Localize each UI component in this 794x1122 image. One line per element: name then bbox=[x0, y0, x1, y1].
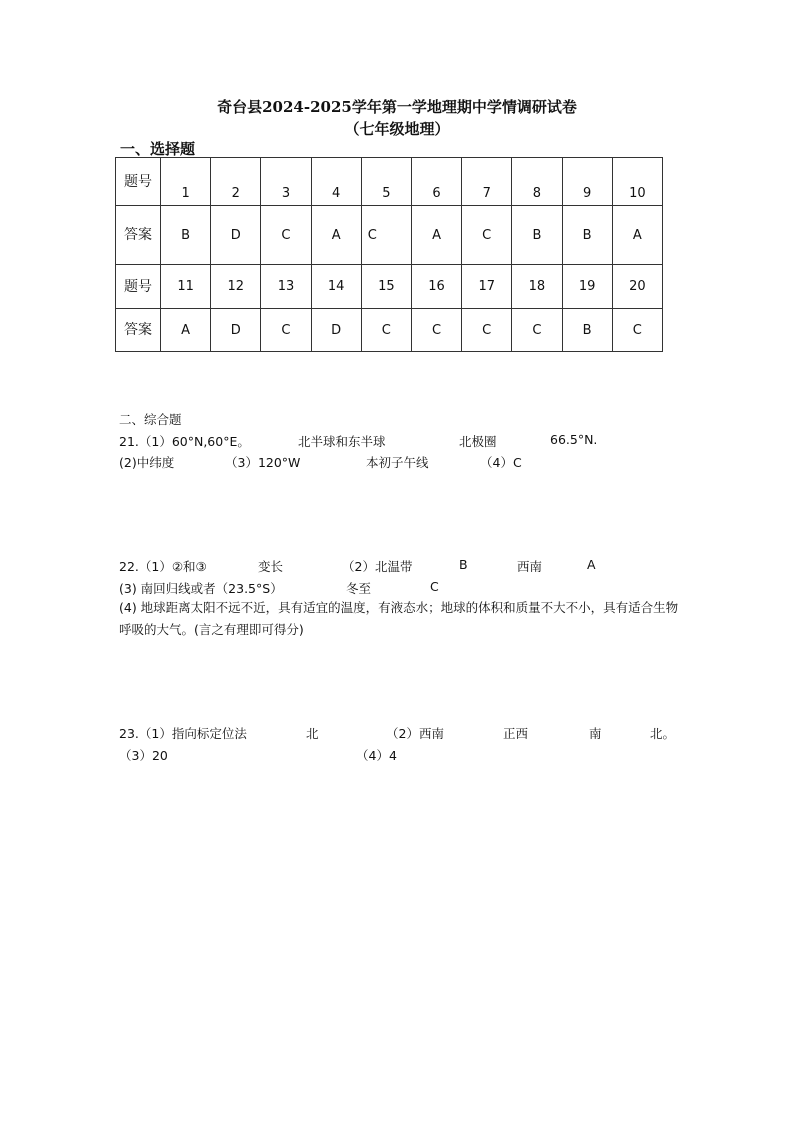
q22-answer: 冬至 bbox=[346, 581, 372, 596]
row-label-question: 题号 bbox=[116, 158, 161, 206]
q22-answer: (3) 南回归线或者（23.5°S） bbox=[119, 581, 283, 596]
answer-cell: A bbox=[612, 206, 662, 265]
q23-answer: 北。 bbox=[650, 726, 676, 741]
question-number: 3 bbox=[261, 158, 311, 206]
row-label-answer: 答案 bbox=[116, 309, 161, 352]
answer-cell: D bbox=[211, 206, 261, 265]
answer-cell: D bbox=[311, 309, 361, 352]
question-number: 19 bbox=[562, 265, 612, 309]
q23-answer: （3）20 bbox=[119, 748, 168, 763]
q21-answer: (2)中纬度 bbox=[119, 455, 175, 470]
question-number: 18 bbox=[512, 265, 562, 309]
question-number: 14 bbox=[311, 265, 361, 309]
q21-answer: 北极圈 bbox=[459, 434, 497, 449]
q23-answer: 南 bbox=[589, 726, 602, 741]
answer-cell: C bbox=[261, 206, 311, 265]
table-row bbox=[116, 309, 663, 352]
answer-cell: C bbox=[462, 206, 512, 265]
q21-answer: （3）120°W bbox=[225, 455, 301, 470]
section-heading-comprehensive: 二、综合题 bbox=[119, 412, 182, 427]
answer-cell: C bbox=[361, 206, 411, 265]
q21-answer: （4）C bbox=[480, 455, 522, 470]
answer-cell: B bbox=[512, 206, 562, 265]
answer-cell: A bbox=[311, 206, 361, 265]
question-number: 20 bbox=[612, 265, 662, 309]
q22-answer: A bbox=[587, 557, 596, 572]
question-number: 12 bbox=[211, 265, 261, 309]
q22-answer: （2）北温带 bbox=[342, 559, 413, 574]
q23-answer: （4）4 bbox=[356, 748, 397, 763]
question-number: 9 bbox=[562, 158, 612, 206]
question-number: 6 bbox=[411, 158, 461, 206]
answer-cell: C bbox=[612, 309, 662, 352]
q21-answer: 北半球和东半球 bbox=[298, 434, 386, 449]
row-label-question: 题号 bbox=[116, 265, 161, 309]
q22-answer: 22.（1）②和③ bbox=[119, 559, 207, 574]
q21-line1 bbox=[0, 432, 794, 450]
question-number: 4 bbox=[311, 158, 361, 206]
answer-cell: B bbox=[161, 206, 211, 265]
answer-cell: A bbox=[161, 309, 211, 352]
table-row bbox=[116, 158, 663, 206]
question-number: 2 bbox=[211, 158, 261, 206]
answer-cell: C bbox=[462, 309, 512, 352]
answer-table bbox=[115, 157, 663, 352]
question-number: 16 bbox=[411, 265, 461, 309]
answer-cell: C bbox=[512, 309, 562, 352]
q22-answer: C bbox=[430, 579, 439, 594]
question-number: 17 bbox=[462, 265, 512, 309]
answer-cell: B bbox=[562, 309, 612, 352]
q22-answer: B bbox=[459, 557, 468, 572]
q21-answer: 本初子午线 bbox=[366, 455, 429, 470]
question-number: 13 bbox=[261, 265, 311, 309]
section-heading-choice: 一、选择题 bbox=[120, 140, 196, 158]
q22-line1 bbox=[0, 557, 794, 575]
answer-cell: C bbox=[261, 309, 311, 352]
exam-title: 奇台县2024-2025学年第一学地理期中学情调研试卷 bbox=[217, 98, 577, 116]
question-number: 5 bbox=[361, 158, 411, 206]
question-number: 1 bbox=[161, 158, 211, 206]
answer-cell: C bbox=[361, 309, 411, 352]
q22-answer: 变长 bbox=[258, 559, 284, 574]
question-number: 11 bbox=[161, 265, 211, 309]
row-label-answer: 答案 bbox=[116, 206, 161, 265]
q23-line2 bbox=[0, 746, 794, 764]
exam-subtitle: （七年级地理） bbox=[344, 120, 450, 138]
question-number: 7 bbox=[462, 158, 512, 206]
answer-cell: C bbox=[411, 309, 461, 352]
q23-answer: 北 bbox=[306, 726, 319, 741]
q21-answer: 21.（1）60°N,60°E。 bbox=[119, 434, 250, 449]
q23-answer: 23.（1）指向标定位法 bbox=[119, 726, 247, 741]
q21-answer: 66.5°N. bbox=[550, 432, 598, 447]
table-row bbox=[116, 265, 663, 309]
table-row bbox=[116, 206, 663, 265]
q22-explanation: (4) 地球距离太阳不远不近，具有适宜的温度，有液态水；地球的体积和质量不大不小，具有适合生物呼吸的大气。(言之有理即可得分) bbox=[119, 600, 679, 637]
question-number: 15 bbox=[361, 265, 411, 309]
answer-cell: D bbox=[211, 309, 261, 352]
q22-line2 bbox=[0, 579, 794, 597]
q21-line2 bbox=[0, 453, 794, 471]
answer-cell: A bbox=[411, 206, 461, 265]
q23-line1 bbox=[0, 724, 794, 742]
question-number: 8 bbox=[512, 158, 562, 206]
q22-answer: 西南 bbox=[517, 559, 543, 574]
q23-answer: 正西 bbox=[503, 726, 529, 741]
question-number: 10 bbox=[612, 158, 662, 206]
q23-answer: （2）西南 bbox=[386, 726, 444, 741]
answer-cell: B bbox=[562, 206, 612, 265]
